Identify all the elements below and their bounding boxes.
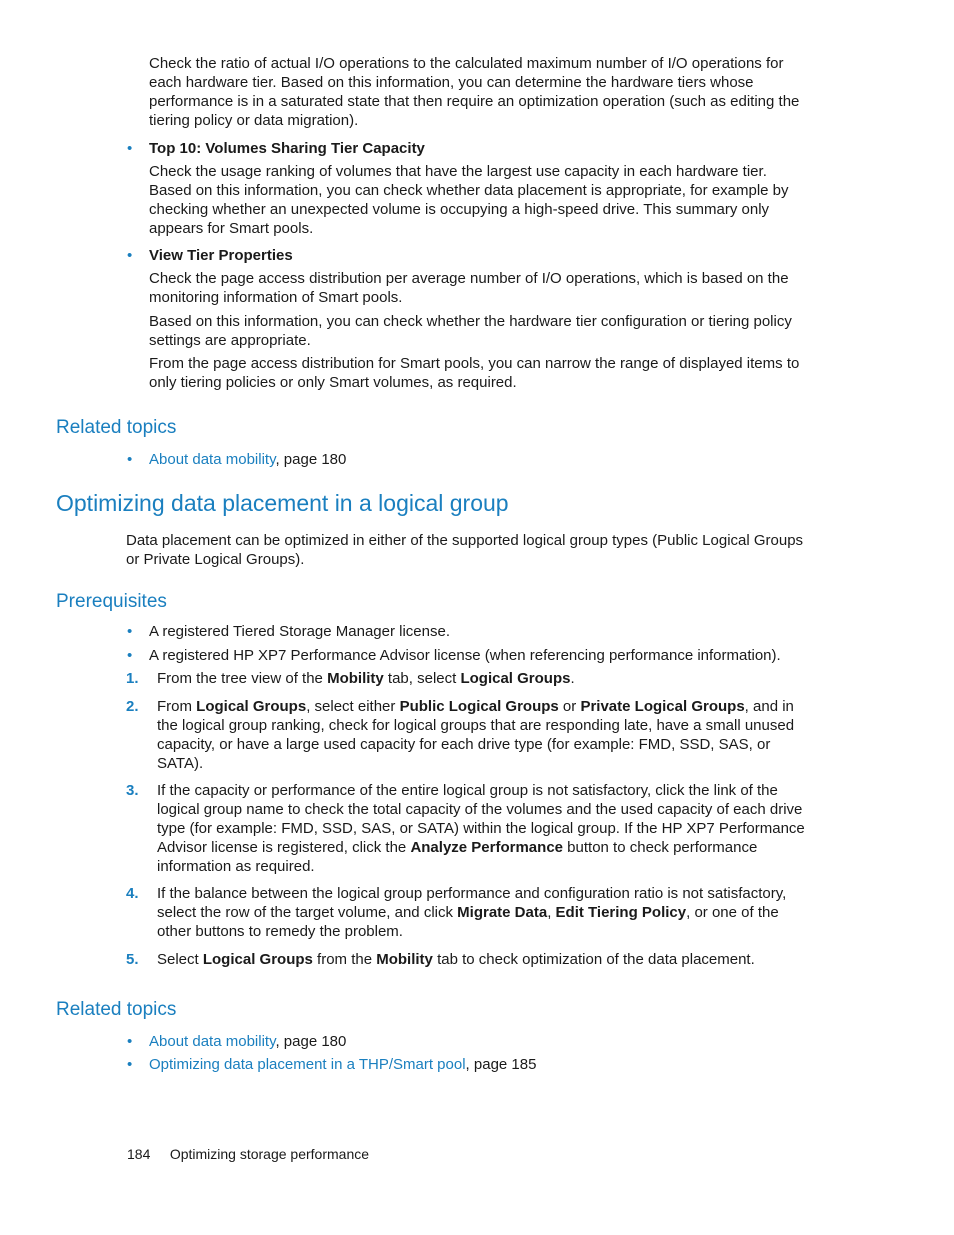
step-number: 4.	[126, 885, 139, 902]
item-text-view-tier-3: From the page access distribution for Smart pools, you can narrow the range of displayed items to only tiering policies or only Smart volumes, as required.	[149, 355, 800, 391]
step-3: If the capacity or performance of the entire logical group is not satisfactory, click the link of the logical group name to check the total capacity of the volumes and the used capacity of each drive type (for example: FMD, SSD, SAS, or SATA) within the logical group. If the HP XP7 Performance Advisor license is registered, click the Analyze Performance button to check performance information as required.	[157, 782, 805, 875]
page-ref: , page 180	[275, 1033, 347, 1050]
chapter-title: Optimizing storage performance	[169, 1146, 370, 1162]
prereq-item: A registered HP XP7 Performance Advisor license (when referencing performance information).	[149, 647, 781, 664]
page-ref: , page 180	[275, 451, 347, 468]
intro-paragraph: Check the ratio of actual I/O operations to the calculated maximum number of I/O operations for each hardware tier. Based on this information, you can determine the hardware tiers whose performance is in a saturated state that then require an optimization operation (such as editing the tiering policy or data migration).	[149, 55, 800, 129]
section-description: Data placement can be optimized in either of the supported logical group types (Public Logical Groups or Private Logical Groups).	[126, 532, 804, 568]
related-item	[149, 450, 346, 469]
step-1: From the tree view of the Mobility tab, select Logical Groups.	[157, 670, 575, 687]
bullet-icon: •	[127, 140, 133, 157]
step-number: 3.	[126, 782, 139, 799]
bullet-icon: •	[127, 647, 133, 664]
related-item	[149, 1055, 536, 1074]
item-label-view-tier: View Tier Properties	[149, 247, 293, 264]
step-number: 2.	[126, 698, 139, 715]
step-number: 1.	[126, 670, 139, 687]
prereq-item: A registered Tiered Storage Manager license.	[149, 623, 451, 640]
step-4: If the balance between the logical group performance and configuration ratio is not satisfactory, select the row of the target volume, and click Migrate Data, Edit Tiering Policy, or one of the other buttons to remedy the problem.	[157, 885, 787, 940]
bullet-icon: •	[127, 1033, 133, 1050]
page-footer	[127, 1145, 369, 1164]
thp-smart-pool-link[interactable]: Optimizing data placement in a THP/Smart pool	[149, 1056, 466, 1073]
bullet-icon: •	[127, 623, 133, 640]
item-text-view-tier-1: Check the page access distribution per average number of I/O operations, which is based on the monitoring information of Smart pools.	[149, 270, 789, 306]
related-topics-heading: Related topics	[56, 417, 177, 438]
bullet-icon: •	[127, 247, 133, 264]
item-label-top10: Top 10: Volumes Sharing Tier Capacity	[149, 140, 425, 157]
bullet-icon: •	[127, 1056, 133, 1073]
section-title: Optimizing data placement in a logical group	[56, 490, 509, 516]
related-topics-heading: Related topics	[56, 999, 177, 1020]
related-item	[149, 1032, 346, 1051]
item-text-top10: Check the usage ranking of volumes that have the largest use capacity in each hardware tier. Based on this information, you can check whether data placement is appropriate, for example by checking whether an unexpected volume is occupying a high-speed drive. This summary only appears for Smart pools.	[149, 163, 789, 237]
step-2: From Logical Groups, select either Public Logical Groups or Private Logical Groups, and in the logical group ranking, check for logical groups that are responding late, have a small unused capacity, or have a large used capacity for each drive type (for example: FMD, SSD, SAS, or SATA).	[157, 698, 795, 772]
item-text-view-tier-2: Based on this information, you can check whether the hardware tier configuration or tiering policy settings are appropriate.	[149, 313, 792, 349]
bullet-icon: •	[127, 451, 133, 468]
page-ref: , page 185	[465, 1056, 537, 1073]
about-data-mobility-link[interactable]: About data mobility	[149, 451, 276, 468]
step-number: 5.	[126, 951, 139, 968]
step-5: Select Logical Groups from the Mobility tab to check optimization of the data placement.	[157, 951, 755, 968]
prerequisites-heading: Prerequisites	[56, 591, 167, 612]
about-data-mobility-link[interactable]: About data mobility	[149, 1033, 276, 1050]
page-number: 184	[127, 1146, 151, 1162]
